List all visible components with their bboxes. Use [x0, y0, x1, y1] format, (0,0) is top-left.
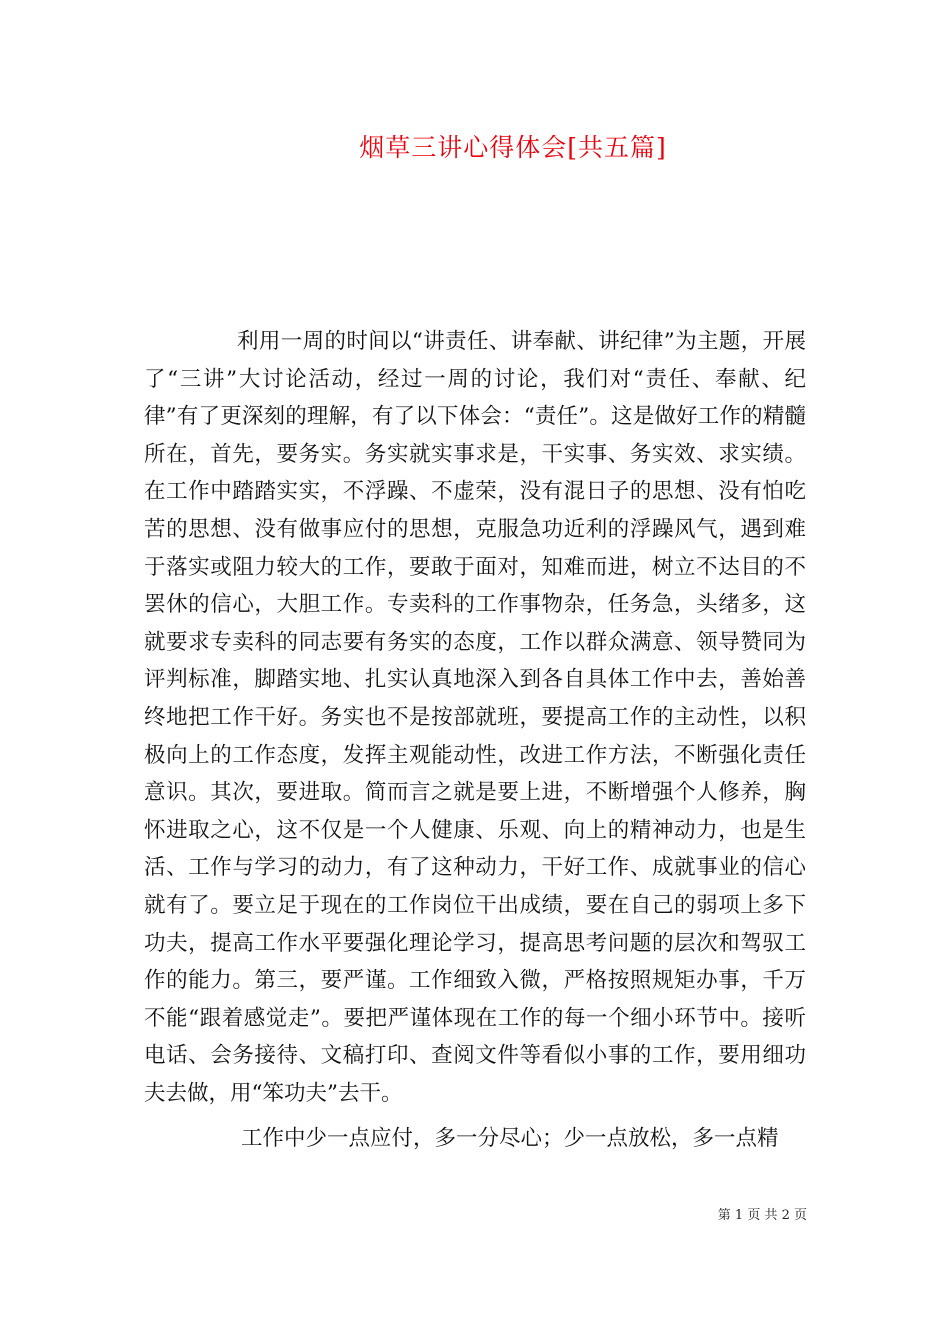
document-title: 烟草三讲心得体会[共五篇] [359, 133, 667, 162]
page-number: 第 1 页 共 2 页 [717, 1208, 807, 1223]
paragraph-1: 利用一周的时间以“讲责任、讲奉献、讲纪律”为主题，开展了“三讲”大讨论活动，经过一周的讨论，我们对“责任、奉献、纪律”有了更深刻的理解，有了以下体会：“责任”。这是做好工作的精髓所在，首先，要务实。务实就实事求是，干实事、务实效、求实绩。在工作中踏踏实实，不浮躁、不虚荣，没有混日子的思想、没有怕吃苦的思想、没有做事应付的思想，克服急功近利的浮躁风气，遇到难于落实或阻力较大的工作，要敢于面对，知难而进，树立不达目的不罢休的信心，大胆工作。专卖科的工作事物杂，任务急，头绪多，这就要求专卖科的同志要有务实的态度，工作以群众满意、领导赞同为评判标准，脚踏实地、扎实认真地深入到各自具体工作中去，善始善终地把工作干好。务实也不是按部就班，要提高工作的主动性，以积极向上的工作态度，发挥主观能动性，改进工作方法，不断强化责任意识。其次，要进取。简而言之就是要上进，不断增强个人修养，胸怀进取之心，这不仅是一个人健康、乐观、向上的精神动力，也是生活、工作与学习的动力，有了这种动力，干好工作、成就事业的信心就有了。要立足于现在的工作岗位干出成绩，要在自己的弱项上多下功夫，提高工作水平要强化理论学习，提高思考问题的层次和驾驭工作的能力。第三，要严谨。工作细致入微，严格按照规矩办事，千万不能“跟着感觉走”。要把严谨体现在工作的每一个细小环节中。接听电话、会务接待、文稿打印、查阅文件等看似小事的工作，要用细功夫去做，用“笨功夫”去干。 [144, 329, 806, 1106]
document-body [144, 323, 806, 1166]
paragraph-2: 工作中少一点应付，多一分尽心；少一点放松，多一点精 [241, 1126, 779, 1152]
